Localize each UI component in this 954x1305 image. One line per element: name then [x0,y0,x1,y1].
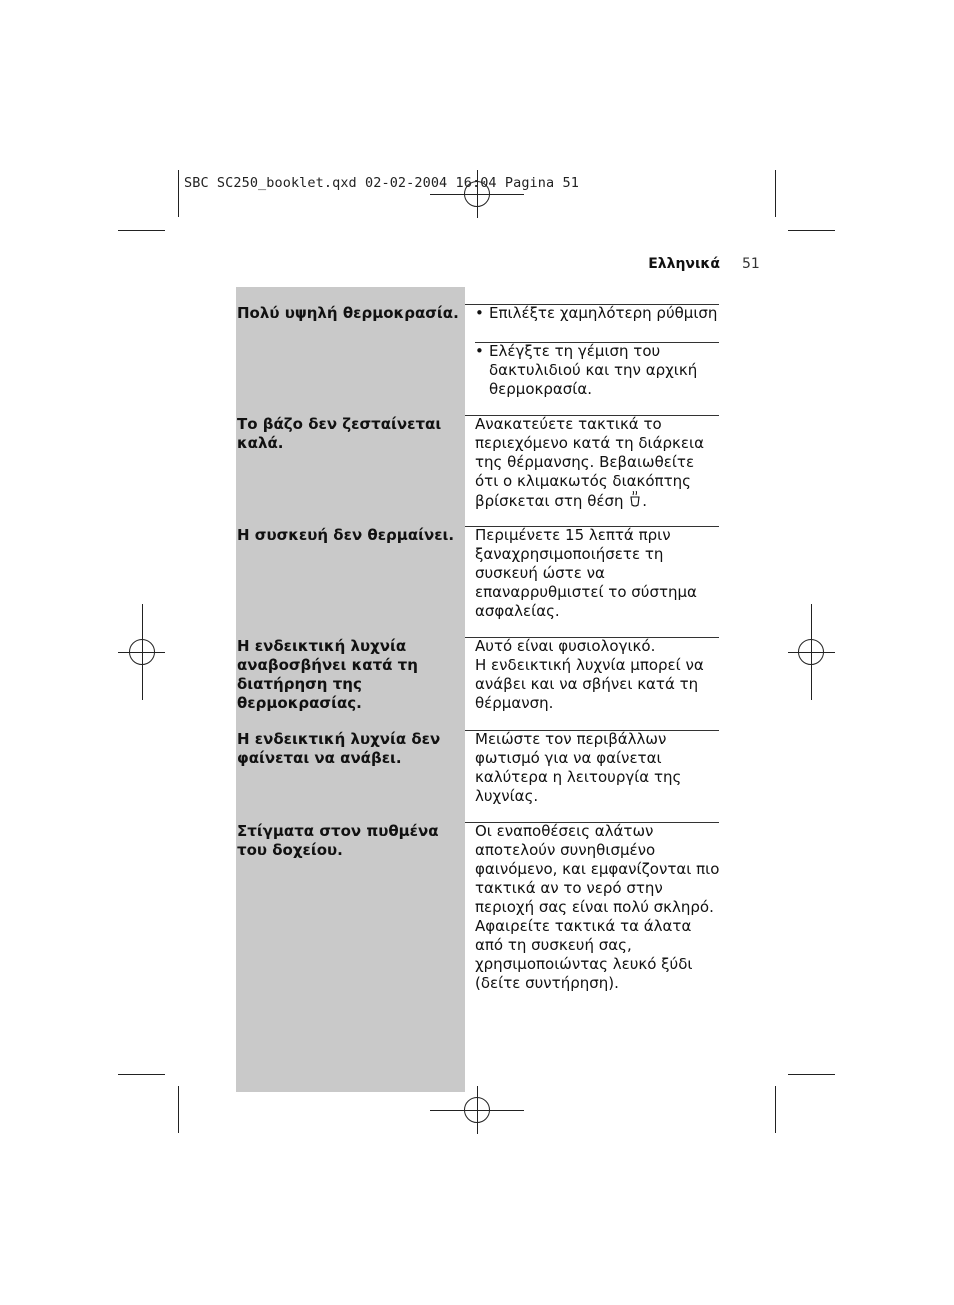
problem-text: Η ενδεικτική λυχνία δεν φαίνεται να ανάβει. [237,730,441,767]
language-header: Ελληνικά [648,256,720,272]
solution-text: Οι εναποθέσεις αλάτων αποτελούν συνηθισμένο φαινόμενο, και εμφανίζονται πιο τακτικά αν το νερό στην περιοχή σας είναι πολύ σκληρό. Αφαιρείτε τακτικά τα άλατα από τη συσκευή σας, χρησιμοποιώντας λευκό ξύδι (δείτε συντήρηση). [475,822,720,992]
solution-bullet: • Επιλέξτε χαμηλότερη ρύθμιση [475,304,718,322]
bullet-icon: • [475,342,484,360]
registration-mark-bottom [464,1097,490,1123]
problem-text: Το βάζο δεν ζεσταίνεται καλά. [237,415,442,452]
problem-text: Στίγματα στον πυθμένα του δοχείου. [237,822,439,859]
page-number: 51 [742,256,760,272]
solution-text: Αυτό είναι φυσιολογικό. Η ενδεικτική λυχνία μπορεί να ανάβει και να σβήνει κατά τη θέρμανση. [475,637,704,712]
registration-mark-left [129,639,155,665]
solution-text: Περιμένετε 15 λεπτά πριν ξαναχρησιμοποιήσετε τη συσκευή ώστε να επαναρρυθμιστεί το σύστημα ασφαλείας. [475,526,697,620]
problem-text: Η συσκευή δεν θερμαίνει. [237,526,455,544]
solution-text: Ανακατεύετε τακτικά το περιεχόμενο κατά τη διάρκεια της θέρμανσης. Βεβαιωθείτε ότι ο κλιμακωτός διακόπτης βρίσκεται στη θέση . [475,415,704,510]
bottle-warming-icon [628,491,642,505]
solution-bullet: • Ελέγξτε τη γέμιση του δακτυλιδιού και την αρχική θερμοκρασία. [475,342,698,398]
bullet-icon: • [475,304,484,322]
problem-text: Η ενδεικτική λυχνία αναβοσβήνει κατά τη διατήρηση της θερμοκρασίας. [237,637,418,712]
print-slug: SBC SC250_booklet.qxd 02-02-2004 16:04 Pagina 51 [184,175,579,191]
problem-text: Πολύ υψηλή θερμοκρασία. [237,304,459,322]
solution-text: Μειώστε τον περιβάλλων φωτισμό για να φαίνεται καλύτερα η λειτουργία της λυχνίας. [475,730,682,805]
registration-mark-right [798,639,824,665]
